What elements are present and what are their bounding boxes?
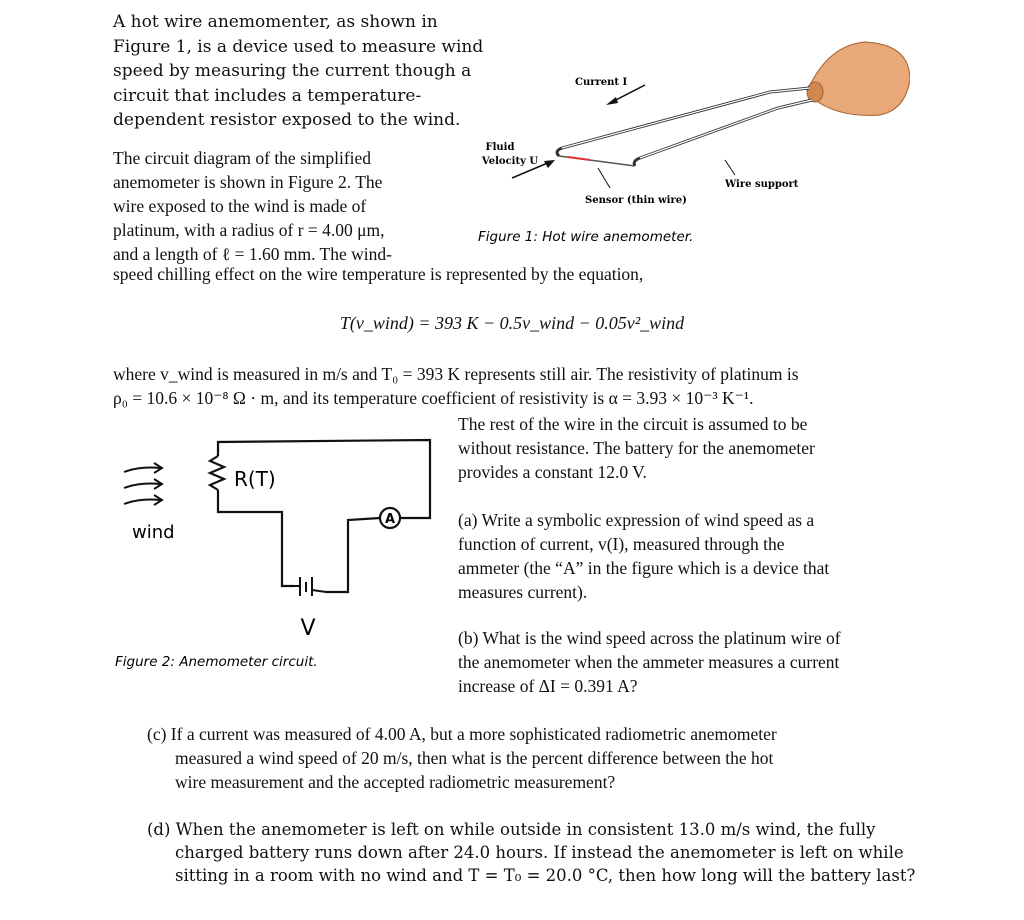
- fluid-label-2: Velocity U: [481, 156, 539, 167]
- resistor-label: R(T): [234, 467, 276, 491]
- text-line: function of current, v(I), measured through the: [458, 534, 785, 554]
- voltage-label: V: [300, 616, 316, 641]
- wire-support-pointer: [725, 160, 735, 175]
- text-line: the anemometer when the ammeter measures a current: [458, 652, 840, 672]
- wind-label: wind: [132, 522, 175, 543]
- figure-2-caption: Figure 2: Anemometer circuit.: [115, 654, 318, 670]
- text-line: charged battery runs down after 24.0 hours. If instead the anemometer is left on while: [175, 843, 904, 862]
- intro-line: Figure 1, is a device used to measure wind: [113, 36, 484, 57]
- wind-arrow-1: [124, 468, 160, 473]
- figure-1-caption: Figure 1: Hot wire anemometer.: [478, 229, 694, 245]
- text-line: sitting in a room with no wind and T = T₀ = 20.0 °C, then how long will the battery last?: [175, 866, 916, 885]
- intro-line: platinum, with a radius of r = 4.00 μm,: [113, 220, 385, 240]
- question-d: [147, 818, 916, 887]
- intro-line: anemometer is shown in Figure 2. The: [113, 172, 383, 192]
- text-line: measures current).: [458, 582, 588, 602]
- wind-arrow-3: [124, 500, 160, 505]
- current-label: Current I: [575, 77, 628, 88]
- intro-paragraph-2: [113, 146, 458, 266]
- text-line: (d) When the anemometer is left on while outside in consistent 13.0 m/s wind, the fully: [147, 820, 876, 839]
- question-b: [458, 626, 928, 698]
- circuit-wire-left: [218, 490, 294, 586]
- fluid-label-1: Fluid: [485, 142, 515, 153]
- text-line: ammeter (the “A” in the figure which is a device that: [458, 558, 830, 578]
- circuit-wire-right: [326, 518, 380, 592]
- circuit-description: [458, 412, 908, 484]
- resistor-symbol: [210, 456, 224, 490]
- wire-support-label: Wire support: [725, 179, 799, 190]
- resistivity-line-1: where v_wind is measured in m/s and T₀ = 393 K represents still air. The resistivity of platinum is: [113, 364, 799, 384]
- intro-line: A hot wire anemomenter, as shown in: [113, 12, 438, 32]
- text-line: wire measurement and the accepted radiometric measurement?: [175, 772, 616, 792]
- wind-arrows-icon: [124, 463, 162, 505]
- intro-line: dependent resistor exposed to the wind.: [113, 110, 461, 130]
- resistivity-line-2: ρ₀ = 10.6 × 10⁻⁸ Ω · m, and its temperature coefficient of resistivity is α = 3.93 × 10⁻³ K⁻¹.: [113, 388, 754, 408]
- intro-line: wire exposed to the wind is made of: [113, 196, 367, 216]
- text-line: measured a wind speed of 20 m/s, then what is the percent difference between the hot: [175, 748, 774, 768]
- intro-continuation: speed chilling effect on the wire temperature is represented by the equation,: [113, 264, 644, 284]
- figure-2-anemometer-circuit: [110, 430, 450, 675]
- sensor-label: Sensor (thin wire): [585, 195, 687, 206]
- current-arrow-head: [606, 97, 618, 105]
- sensor-wire-hot-section: [568, 157, 590, 160]
- question-c: [147, 722, 907, 794]
- sensor-pointer: [598, 168, 610, 188]
- battery-lead-right: [312, 590, 326, 592]
- intro-line: circuit that includes a temperature-: [113, 85, 422, 106]
- intro-line: speed by measuring the current though a: [113, 61, 472, 81]
- text-line: provides a constant 12.0 V.: [458, 462, 647, 482]
- wind-arrow-2: [124, 484, 160, 489]
- wire-support-upper: [557, 88, 810, 156]
- text-line: (c) If a current was measured of 4.00 A, but a more sophisticated radiometric anemometer: [147, 724, 777, 744]
- figure-1-hot-wire-anemometer: [470, 30, 910, 250]
- text-line: (a) Write a symbolic expression of wind speed as a: [458, 510, 815, 530]
- intro-line: and a length of ℓ = 1.60 mm. The wind-: [113, 244, 392, 264]
- probe-body: [810, 42, 910, 115]
- text-line: The rest of the wire in the circuit is assumed to be: [458, 414, 808, 434]
- intro-line: The circuit diagram of the simplified: [113, 148, 372, 168]
- text-line: (b) What is the wind speed across the platinum wire of: [458, 628, 841, 648]
- text-line: increase of ΔI = 0.391 A?: [458, 676, 638, 696]
- probe-tip: [807, 82, 823, 102]
- wire-support-lower: [634, 100, 812, 166]
- question-a: [458, 508, 908, 604]
- intro-paragraph-1: [113, 10, 484, 133]
- ammeter-label: A: [384, 512, 396, 527]
- text-line: without resistance. The battery for the anemometer: [458, 438, 815, 458]
- wind-temperature-equation: T(v_wind) = 393 K − 0.5v_wind − 0.05v²_wind: [339, 313, 685, 333]
